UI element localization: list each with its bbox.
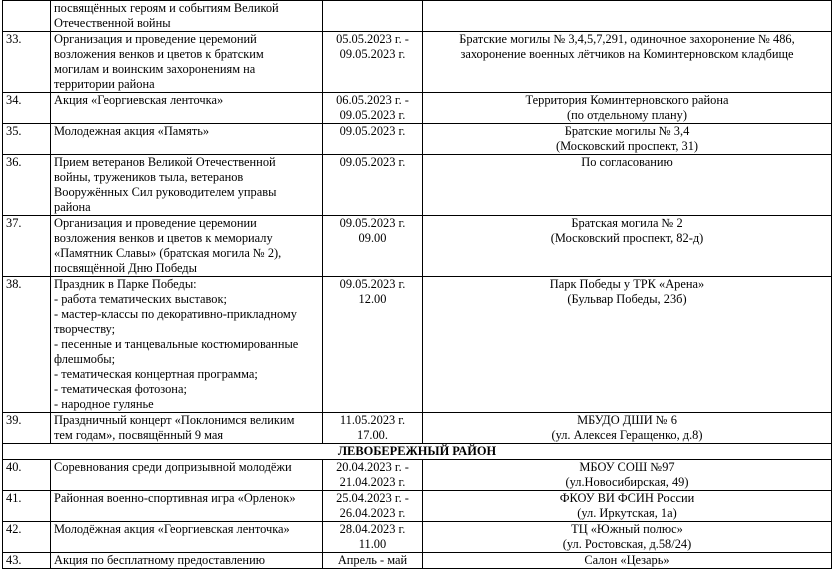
event-description: Районная военно-спортивная игра «Орленок» [51, 491, 323, 522]
row-number: 35. [3, 124, 51, 155]
document-page [2, 0, 832, 569]
event-place: Братские могилы № 3,4 (Московский проспект, 31) [423, 124, 832, 155]
event-date: 09.05.2023 г. [323, 124, 423, 155]
event-description: Молодёжная акция «Георгиевская ленточка» [51, 522, 323, 553]
events-table [2, 0, 832, 569]
event-description: Молодежная акция «Память» [51, 124, 323, 155]
row-number: 38. [3, 277, 51, 413]
event-date: 05.05.2023 г. - 09.05.2023 г. [323, 32, 423, 93]
table-row [3, 124, 832, 155]
event-place: ФКОУ ВИ ФСИН России (ул. Иркутская, 1а) [423, 491, 832, 522]
event-date: 11.05.2023 г. 17.00. [323, 413, 423, 444]
event-place: По согласованию [423, 155, 832, 216]
event-description: Праздничный концерт «Поклонимся великим тем годам», посвящённый 9 мая [51, 413, 323, 444]
event-date: 09.05.2023 г. 12.00 [323, 277, 423, 413]
event-place: Салон «Цезарь» [423, 553, 832, 569]
event-place: МБОУ СОШ №97 (ул.Новосибирская, 49) [423, 460, 832, 491]
event-date: 09.05.2023 г. 09.00 [323, 216, 423, 277]
section-header-row [3, 444, 832, 460]
row-number: 36. [3, 155, 51, 216]
table-row [3, 491, 832, 522]
table-row [3, 460, 832, 491]
row-number: 42. [3, 522, 51, 553]
event-date: 25.04.2023 г. - 26.04.2023 г. [323, 491, 423, 522]
event-description: Организация и проведение церемоний возложения венков и цветов к братским могилам и воинским захоронениям на территории района [51, 32, 323, 93]
table-row [3, 522, 832, 553]
row-number: 43. [3, 553, 51, 569]
event-place: Парк Победы у ТРК «Арена» (Бульвар Победы, 23б) [423, 277, 832, 413]
row-number: 37. [3, 216, 51, 277]
table-row [3, 93, 832, 124]
event-place [423, 1, 832, 32]
table-row [3, 413, 832, 444]
event-description: посвящённых героям и событиям Великой Отечественной войны [51, 1, 323, 32]
event-description: Соревнования среди допризывной молодёжи [51, 460, 323, 491]
event-place: Территория Коминтерновского района (по отдельному плану) [423, 93, 832, 124]
event-date [323, 1, 423, 32]
event-date: 06.05.2023 г. - 09.05.2023 г. [323, 93, 423, 124]
table-row [3, 553, 832, 569]
event-place: ТЦ «Южный полюс» (ул. Ростовская, д.58/24) [423, 522, 832, 553]
table-row [3, 277, 832, 413]
event-date: 28.04.2023 г. 11.00 [323, 522, 423, 553]
event-place: МБУДО ДШИ № 6 (ул. Алексея Геращенко, д.8) [423, 413, 832, 444]
event-date: 09.05.2023 г. [323, 155, 423, 216]
row-number: 33. [3, 32, 51, 93]
row-number: 40. [3, 460, 51, 491]
table-row [3, 32, 832, 93]
event-place: Братская могила № 2 (Московский проспект, 82-д) [423, 216, 832, 277]
row-number [3, 1, 51, 32]
row-number: 41. [3, 491, 51, 522]
table-row [3, 155, 832, 216]
table-row [3, 1, 832, 32]
event-date: Апрель - май [323, 553, 423, 569]
event-description: Прием ветеранов Великой Отечественной войны, тружеников тыла, ветеранов Вооружённых Сил руководителем управы района [51, 155, 323, 216]
event-description: Акция «Георгиевская ленточка» [51, 93, 323, 124]
table-row [3, 216, 832, 277]
events-table-body [3, 1, 832, 569]
event-description: Акция по бесплатному предоставлению [51, 553, 323, 569]
event-date: 20.04.2023 г. - 21.04.2023 г. [323, 460, 423, 491]
row-number: 39. [3, 413, 51, 444]
event-description: Организация и проведение церемонии возложения венков и цветов к мемориалу «Памятник Славы» (братская могила № 2), посвящённой Дню Победы [51, 216, 323, 277]
event-place: Братские могилы № 3,4,5,7,291, одиночное захоронение № 486, захоронение военных лётчиков на Коминтерновском кладбище [423, 32, 832, 93]
event-description: Праздник в Парке Победы: - работа тематических выставок; - мастер-классы по декоративно-прикладному творчеству; - песенные и танцевальные костюмированные флешмобы; - тематическая концертная программа; - тематическая фотозона; - народное гулянье [51, 277, 323, 413]
row-number: 34. [3, 93, 51, 124]
section-title: ЛЕВОБЕРЕЖНЫЙ РАЙОН [3, 444, 832, 460]
